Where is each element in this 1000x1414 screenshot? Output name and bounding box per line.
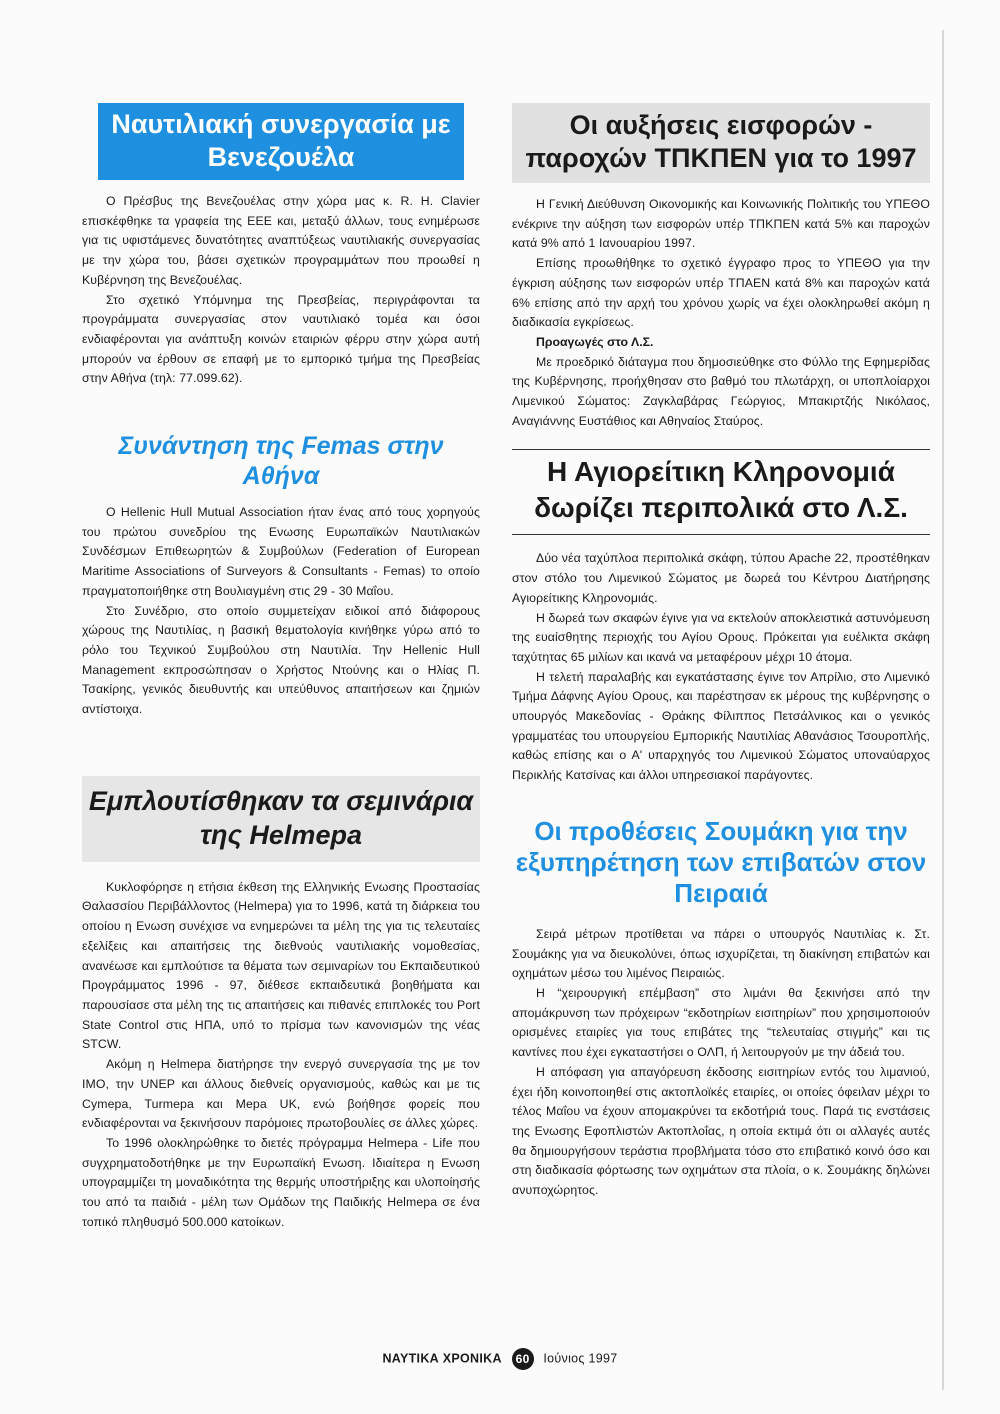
paragraph: Επίσης προωθήθηκε το σχετικό έγγραφο προς το ΥΠΕΘΟ για την έγκριση αύξησης των εισφορών υπέρ ΤΠΑΕΝ κατά 8% και παροχών κατά 6% επίσης από την αρχή του χρόνου χωρίς να έχει ολοκληρωθεί ακόμη η διαδικασία εγκρίσεως.	[512, 256, 930, 330]
paragraph: Ο Hellenic Hull Mutual Association ήταν ένας από τους χορηγούς του πρώτου συνεδρίου της Ενωσης Ευρωπαϊκών Ναυτιλιακών Συνδέσμων Επιθεωρητών & Συμβούλων (Federation of European Maritime Associations of Surveyors & Consultants - Femas) το οποίο πραγματοποιήθηκε στη Βουλιαγμένη στις 29 - 30 Μαΐου.	[82, 505, 480, 598]
paragraph: Ακόμη η Helmepa διατήρησε την ενεργό συνεργασία της με τον IMO, την UNEP και άλλους διεθνείς οργανισμούς, καθώς και με τις Cymepa, Turmepa και Mepa UK, ενώ βοήθησε φορείς που ενδιαφέρονται να ξεκινήσουν παρόμοιες πρωτοβουλίες σε άλλες χώρες.	[82, 1057, 480, 1131]
article-title: Οι αυξήσεις εισφορών - παροχών ΤΠΚΠΕΝ για το 1997	[512, 103, 930, 183]
subheading: Προαγωγές στο Λ.Σ.	[536, 334, 654, 349]
article-soumakis	[512, 816, 930, 1201]
article-helmepa	[82, 776, 480, 1233]
article-femas	[82, 431, 480, 720]
page-footer	[0, 1348, 1000, 1370]
article-tpkpen	[512, 103, 930, 431]
left-column	[82, 103, 480, 1232]
paragraph: Η απόφαση για απαγόρευση έκδοσης εισιτηρίων εντός του λιμανιού, έχει ήδη κοινοποιηθεί στις ακτοπλοϊκές εταιρίες, οι οποίες όφειλαν μέχρι το τέλος Μαΐου να έχουν απομακρύνει τα εκδοτήριά τους. Παρά τις ενστάσεις της Ενωσης Εφοπλιστών Ακτοπλοΐας, η οποία εκτιμά ότι οι αλλαγές αυτές θα δημιουργήσουν τεράστια προβλήματα τόσο στο επιβατικό κοινό όσο και στη διαδικασία φόρτωσης των οχημάτων στα πλοία, ο κ. Σουμάκης δηλώνει ανυποχώρητος.	[512, 1064, 930, 1198]
paragraph: Η τελετή παραλαβής και εγκατάστασης έγινε τον Απρίλιο, στο Λιμενικό Τμήμα Δάφνης Αγίου Ορους, και παρέστησαν εκ μέρους της κυβέρνησης ο υπουργός Μακεδονίας - Θράκης Φίλιππος Πετσάλνικος και ο γενικός γραμματέας του υπουργείου Εμπορικής Ναυτιλίας Αθανάσιος Τσουροπλής, καθώς επίσης και ο Α' υπαρχηγός του Λιμενικού Σώματος υποναύαρχος Περικλής Κατσίνας και άλλοι υπηρεσιακοί παράγοντες.	[512, 669, 930, 783]
paragraph: Ο Πρέσβυς της Βενεζουέλας στην χώρα μας κ. R. H. Clavier επισκέφθηκε τα γραφεία της ΕΕΕ και, μεταξύ άλλων, τους ενημέρωσε για τις υφιστάμενες δυνατότητες αναπτύξεως ναυτιλιακής συνεργασίας με την χώρα του, βάσει σχετικών προγραμμάτων που προωθεί η Κυβέρνηση της Βενεζουέλας.	[82, 194, 480, 287]
paragraph: Η δωρεά των σκαφών έγινε για να εκτελούν αποκλειστικά αστυνόμευση της ευαίσθητης περιοχής του Αγίου Ορους. Πρόκειται για ευέλικτα σκάφη ταχύτητας 65 μιλίων και ικανά να μεταφέρουν μέχρι 10 άτομα.	[512, 610, 930, 664]
right-column	[512, 103, 930, 1201]
paragraph: Η “χειρουργική επέμβαση” στο λιμάνι θα ξεκινήσει από την απομάκρυνση των πρόχειρων “εκδοτηρίων εισιτηρίων” που χρησιμοποιούν ορισμένες εταιρίες για τους επιβάτες της “τελευταίας στιγμής” και τις καντίνες που έχει εγκαταστήσει ο ΟΛΠ, ή λειτουργούν με την άδειά του.	[512, 985, 930, 1060]
paragraph: Δύο νέα ταχύπλοα περιπολικά σκάφη, τύπου Apache 22, προστέθηκαν στον στόλο του Λιμενικού Σώματος με δωρεά του Κέντρου Διατήρησης Αγιορείτικης Κληρονομιάς.	[512, 551, 930, 605]
paragraph: Κυκλοφόρησε η ετήσια έκθεση της Ελληνικής Ενωσης Προστασίας Θαλασσίου Περιβάλλοντος (Helmepa) για το 1996, κατά τη διάρκεια του οποίου η Ενωση συνέχισε να ενημερώνει τα μέλη της για τις τελευταίες εξελίξεις και απαιτήσεις της διεθνούς ναυτιλιακής νομοθεσίας, ανανέωσε και εμπλούτισε τα θέματα των σεμιναρίων του Εκπαιδευτικού Προγράμματος 1996 - 97, διέθεσε εκπαιδευτικά βοηθήματα και παρουσίασε στα μέλη της τις απαιτήσεις και πιθανές επιπλοκές του Port State Control στις ΗΠΑ, υπό το πρίσμα των κανονισμών της νέας STCW.	[82, 879, 480, 1052]
article-venezuela	[82, 103, 480, 389]
paragraph: Σειρά μέτρων προτίθεται να πάρει ο υπουργός Ναυτιλίας κ. Στ. Σουμάκης για να διευκολύνει, όπως ισχυρίζεται, τη διακίνηση επιβατών και οχημάτων μέσω του λιμένος Πειραιώς.	[512, 926, 930, 981]
article-agion-oros	[512, 454, 930, 785]
issue-date: Ιούνιος 1997	[543, 1351, 618, 1366]
paragraph: Με προεδρικό διάταγμα που δημοσιεύθηκε στο Φύλλο της Εφημερίδας της Κυβέρνησης, προήχθησαν στο βαθμό του πλωτάρχη, οι υποπλοίαρχοι Λιμενικού Σώματος: Ζαγκλαβάρας Γεώργιος, Μπακιρτζής Νικόλαος, Αναγιάννης Ευστάθιος και Αθηναίος Σταύρος.	[512, 354, 930, 428]
article-title: Ναυτιλιακή συνεργασία με Βενεζουέλα	[98, 103, 464, 180]
paragraph: Η Γενική Διεύθυνση Οικονομικής και Κοινωνικής Πολιτικής του ΥΠΕΘΟ ενέκρινε την αύξηση των εισφορών υπέρ ΤΠΚΠΕΝ κατά 5% και παροχών κατά 9% από 1 Ιανουαρίου 1997.	[512, 197, 930, 251]
section-divider	[512, 449, 930, 450]
magazine-name: ΝΑΥΤΙΚΑ ΧΡΟΝΙΚΑ	[382, 1351, 502, 1366]
article-title: Η Αγιορείτικη Κληρονομιά δωρίζει περιπολικά στο Λ.Σ.	[512, 454, 930, 535]
page-edge-line	[942, 30, 944, 1390]
paragraph: Στο σχετικό Υπόμνημα της Πρεσβείας, περιγράφονται τα προγράμματα συνεργασίας στον ναυτιλιακό τομέα και όσοι ενδιαφέρονται για ανάπτυξη κοινών εταιριών φέρρυ στην χώρα αυτή μπορούν να έρθουν σε επαφή με το εμπορικό τμήμα της Πρεσβείας στην Αθήνα (τηλ: 77.099.62).	[82, 292, 480, 386]
article-title: Οι προθέσεις Σουμάκη για την εξυπηρέτηση των επιβατών στον Πειραιά	[515, 815, 927, 908]
page-number: 60	[512, 1348, 534, 1370]
article-title: Εμπλουτίσθηκαν τα σεμινάρια της Helmepa	[82, 776, 480, 862]
paragraph: Το 1996 ολοκληρώθηκε το διετές πρόγραμμα Helmepa - Life που συγχρηματοδοτήθηκε με την Ευρωπαϊκή Ενωση. Ιδιαίτερα η Ενωση υπογραμμίζει τη μοναδικότητα της θερμής υποστήριξης και υλοποίησής του από τα παιδιά - μέλη των Ομάδων της Παιδικής Helmepa σε ένα τοπικό πληθυσμό 500.000 κατοίκων.	[82, 1135, 480, 1229]
article-title: Συνάντηση της Femas στην Αθήνα	[118, 432, 444, 491]
paragraph: Στο Συνέδριο, στο οποίο συμμετείχαν ειδικοί από διάφορους χώρους της Ναυτιλίας, η βασική θεματολογία κινήθηκε γύρω από το ρόλο του Τεχνικού Συμβούλου στη Ναυτιλία. Την Hellenic Hull Management εκπροσώπησαν ο Χρήστος Ντούνης και ο Ηλίας Π. Τσακίρης, γενικός διευθυντής και υπεύθυνος απαιτήσεων και ζημιών αντίστοιχα.	[82, 603, 480, 717]
